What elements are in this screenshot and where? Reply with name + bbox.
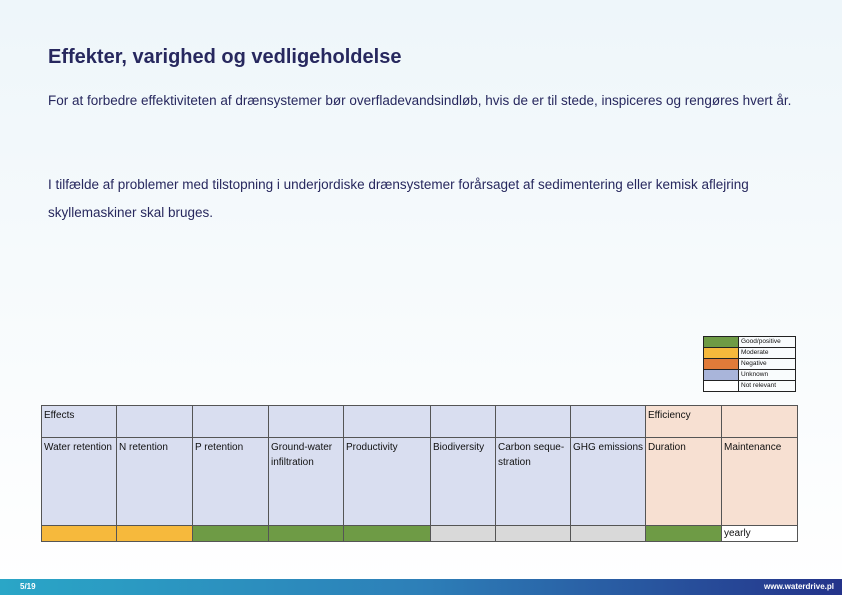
legend-row-good: [704, 337, 796, 348]
paragraph-maintenance: For at forbedre effektiviteten af drænsystemer bør overfladevandsindløb, hvis de er til stede, inspiceres og rengøres hvert år.: [48, 93, 792, 108]
table-header-row: [42, 406, 798, 438]
rating-cell: [344, 526, 431, 542]
page-title: Effekter, varighed og vedligeholdelse: [48, 46, 402, 68]
effects-header: Effects: [42, 406, 117, 438]
legend: [703, 336, 796, 392]
paragraph-flushing: I tilfælde af problemer med tilstopning i underjordiske drænsystemer forårsaget af sedimentering eller kemisk aflejring skyllemaskiner skal bruges.: [48, 177, 749, 220]
column-biodiversity: Biodiversity: [431, 438, 496, 526]
rating-cell: [269, 526, 344, 542]
legend-row-negative: [704, 359, 796, 370]
legend-label-unknown: Unknown: [739, 370, 796, 381]
rating-cell: [646, 526, 722, 542]
page-number: 5/19: [20, 582, 36, 591]
table-ratings-row: [42, 526, 798, 542]
legend-swatch-good: [704, 337, 739, 348]
rating-cell: [496, 526, 571, 542]
legend-label-good: Good/positive: [739, 337, 796, 348]
legend-label-moderate: Moderate: [739, 348, 796, 359]
efficiency-header: Efficiency: [646, 406, 722, 438]
legend-swatch-not-relevant: [704, 381, 739, 392]
legend-swatch-moderate: [704, 348, 739, 359]
column-water-retention: Water retention: [42, 438, 117, 526]
rating-cell: [117, 526, 193, 542]
effects-table: [41, 405, 798, 542]
rating-cell: [193, 526, 269, 542]
column-groundwater-infiltration: Ground-water infiltration: [269, 438, 344, 526]
footer-url[interactable]: www.waterdrive.pl: [764, 582, 834, 591]
legend-row-unknown: [704, 370, 796, 381]
column-n-retention: N retention: [117, 438, 193, 526]
legend-row-not-relevant: [704, 381, 796, 392]
rating-cell: [571, 526, 646, 542]
column-p-retention: P retention: [193, 438, 269, 526]
footer-bar: [0, 579, 842, 595]
legend-swatch-negative: [704, 359, 739, 370]
column-carbon-sequestration: Carbon seque-stration: [496, 438, 571, 526]
rating-cell: [42, 526, 117, 542]
table-column-names-row: [42, 438, 798, 526]
maintenance-value: yearly: [722, 526, 798, 542]
column-duration: Duration: [646, 438, 722, 526]
column-productivity: Productivity: [344, 438, 431, 526]
legend-label-not-relevant: Not relevant: [739, 381, 796, 392]
legend-swatch-unknown: [704, 370, 739, 381]
column-ghg-emissions: GHG emissions: [571, 438, 646, 526]
rating-cell: [431, 526, 496, 542]
column-maintenance: Maintenance: [722, 438, 798, 526]
legend-row-moderate: [704, 348, 796, 359]
legend-label-negative: Negative: [739, 359, 796, 370]
